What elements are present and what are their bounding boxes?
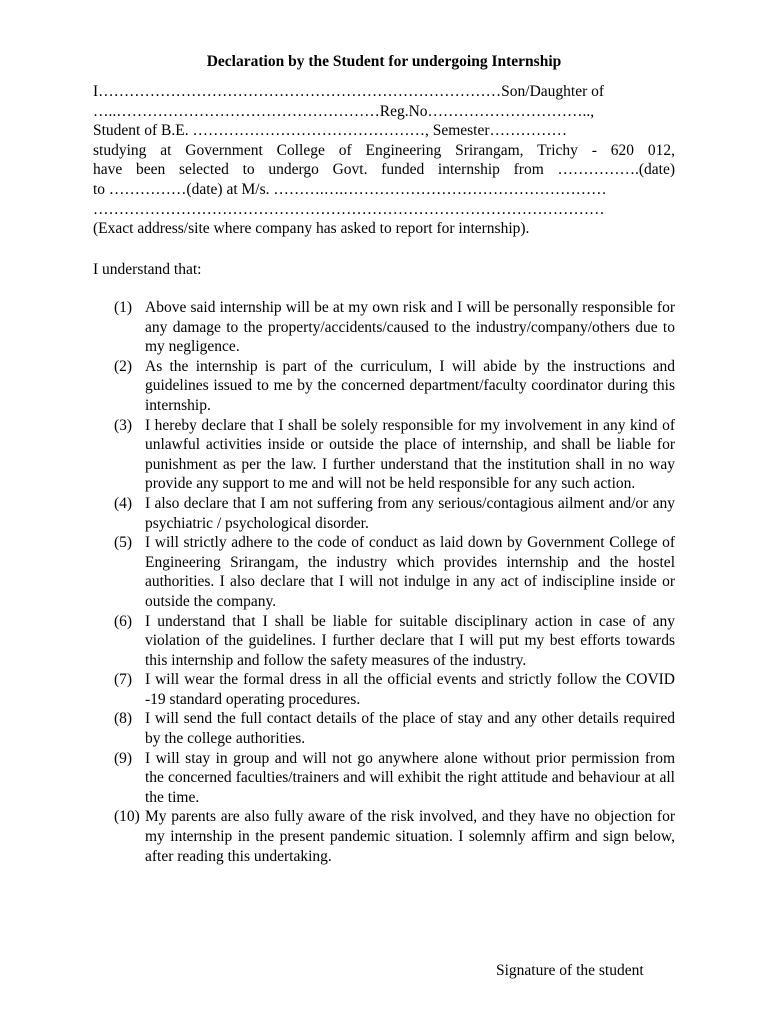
list-item [114, 416, 675, 494]
intro-line: I……………………………………………………………………Son/Daughter of [93, 83, 605, 100]
list-item [114, 612, 675, 671]
intro-line: Student of B.E. ………………………………………, Semester…………… [93, 122, 568, 140]
item-number: (1) [114, 299, 133, 316]
item-text: I will send the full contact details of the place of stay and any other details required by the college authorities. [145, 710, 675, 748]
item-number: (3) [114, 416, 133, 434]
list-item [114, 807, 675, 866]
item-number: (6) [114, 612, 133, 630]
item-number: (4) [114, 494, 133, 512]
item-number: (7) [114, 671, 133, 689]
item-text: I will stay in group and will not go anywhere alone without prior permission from the concerned faculties/trainers and will exhibit the right attitude and behaviour at all the time. [145, 749, 675, 806]
item-text: I hereby declare that I shall be solely responsible for my involvement in any kind of unlawful activities inside or outside the place of internship, and shall be liable for punishment as per the law. I further understand that the institution shall in no way provide any support to me and will not be held responsible for any such action. [145, 416, 675, 493]
item-text: As the internship is part of the curriculum, I will abide by the instructions and guidelines issued to me by the concerned department/faculty coordinator during this internship. [145, 357, 675, 414]
list-item [114, 533, 675, 611]
list-item [114, 298, 675, 357]
item-number: (10) [114, 808, 140, 826]
intro-line: studying at Government College of Engineering Srirangam, Trichy - 620 012, [93, 141, 675, 159]
intro-line: to ……………(date) at M/s. ……….….…………………………………………… [93, 180, 607, 198]
item-text: I will wear the formal dress in all the official events and strictly follow the COVID -19 standard operating procedures. [145, 671, 675, 708]
document-title: Declaration by the Student for undergoing Internship [206, 53, 562, 70]
item-text: I also declare that I am not suffering from any serious/contagious ailment and/or any psychiatric / psychological disorder. [145, 494, 675, 532]
item-text: I will strictly adhere to the code of conduct as laid down by Government College of Engineering Srirangam, the industry which provides internship and the hostel authorities. I also declare that I will not indulge in any act of indiscipline inside or outside the company. [145, 534, 675, 610]
intro-paragraph [93, 82, 675, 239]
list-item [114, 749, 675, 808]
list-item [114, 357, 675, 416]
list-item [114, 709, 675, 748]
intro-line: ……………………………………………………………………………………… [93, 200, 605, 218]
item-number: (8) [114, 710, 133, 728]
item-text: I understand that I shall be liable for suitable disciplinary action in case of any violation of the guidelines. I further declare that I will put my best efforts towards this internship and follow the safety measures of the industry. [145, 612, 675, 669]
item-text: Above said internship will be at my own risk and I will be personally responsible for any damage to the property/accidents/caused to the industry/company/others due to my negligence. [145, 299, 675, 356]
item-number: (2) [114, 357, 133, 375]
list-item [114, 670, 675, 709]
signature-label: Signature of the student [496, 962, 644, 979]
item-text: My parents are also fully aware of the risk involved, and they have no objection for my internship in the present pandemic situation. I solemnly affirm and sign below, after reading this undertaking. [145, 808, 675, 865]
declaration-list [114, 298, 675, 866]
intro-line: …..……………………………………………Reg.No………………………….., [93, 102, 595, 120]
intro-line: have been selected to undergo Govt. funded internship from …………….(date) [93, 161, 675, 179]
intro-line: (Exact address/site where company has asked to report for internship). [93, 220, 530, 238]
item-number: (5) [114, 534, 133, 552]
list-item [114, 494, 675, 533]
understand-heading: I understand that: [93, 261, 202, 278]
item-number: (9) [114, 749, 133, 767]
